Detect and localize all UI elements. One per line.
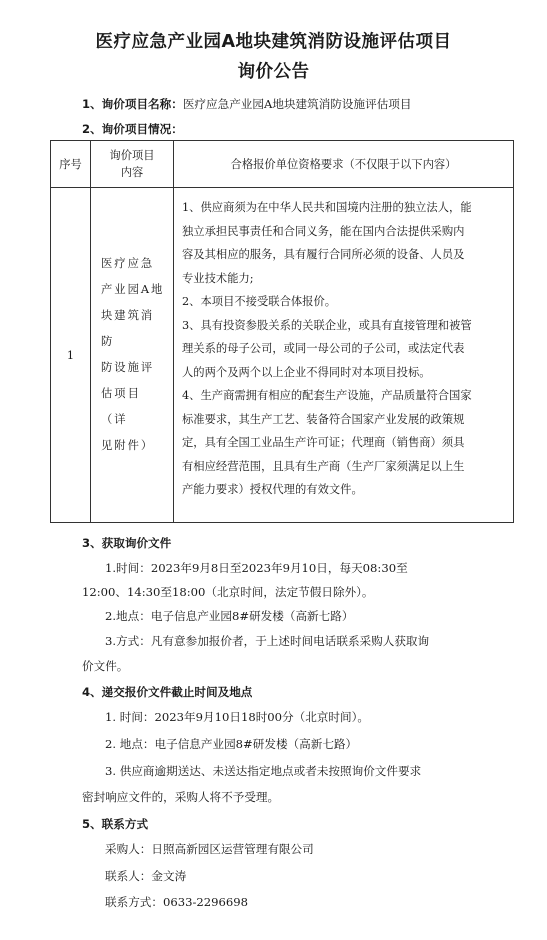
project-name: 医疗应急产业园A地块建筑消防设施评估项目: [182, 97, 412, 111]
req-line: 标准要求，其生产工艺、装备符合国家产业发展的政策规: [182, 412, 465, 426]
document-title: 医疗应急产业园A地块建筑消防设施评估项目: [95, 32, 452, 52]
section-5-label: 5、联系方式: [82, 817, 149, 831]
name-line: 见附件）: [101, 439, 155, 452]
requirements-table: [50, 140, 514, 523]
header-seq: 序号: [51, 141, 91, 188]
req-line: 2、本项目不接受联合体报价。: [182, 295, 337, 308]
header-content-line1: 询价项目: [109, 149, 155, 162]
section-4-label: 4、递交报价文件截止时间及地点: [82, 685, 253, 699]
section-2-label: 2、询价项目情况：: [82, 122, 183, 136]
req-line: 1、供应商须为在中华人民共和国境内注册的独立法人，能: [182, 201, 472, 214]
s3-line: 价文件。: [82, 659, 129, 673]
buyer-line: 采购人：日照高新园区运营管理有限公司: [105, 842, 314, 856]
s3-line: 12:00、14:30至18:00（北京时间，法定节假日除外）。: [82, 585, 374, 599]
header-content: [91, 141, 174, 188]
req-line: 理关系的母子公司，或同一母公司的子公司，或法定代表: [182, 342, 465, 355]
req-line: 容及其相应的服务，具有履行合同所必须的设备、人员及: [182, 248, 465, 261]
name-line: 医疗应急: [101, 257, 155, 270]
s3-line: 1.时间：2023年9月8日至2023年9月10日，每天08:30至: [105, 561, 408, 575]
name-line: 产业园A地: [101, 283, 165, 296]
header-content-line2: 内容: [120, 166, 144, 179]
header-requirements: 合格报价单位资格要求（不仅限于以下内容）: [174, 141, 514, 188]
name-line: 估项目（详: [101, 387, 141, 426]
req-line: 独立承担民事责任和合同义务，能在国内合法提供采购内: [182, 224, 465, 238]
section-1-label: 1、询价项目名称：: [82, 97, 183, 111]
s4-line: 密封响应文件的，采购人将不予受理。: [82, 790, 280, 804]
section-1: [82, 96, 411, 112]
section-3-label: 3、获取询价文件: [82, 536, 172, 550]
req-line: 有相应经营范围，且具有生产商（生产厂家须满足以上生: [182, 459, 465, 473]
s4-line: 1. 时间：2023年9月10日18时00分（北京时间）。: [105, 710, 369, 724]
s3-line: 2.地点：电子信息产业园8#研发楼（高新七路）: [105, 609, 354, 623]
req-line: 产能力要求）授权代理的有效文件。: [182, 483, 363, 496]
table-header-row: [51, 141, 514, 188]
phone-line: 联系方式：0633-2296698: [105, 895, 249, 909]
document-subtitle: 询价公告: [237, 62, 310, 82]
row-requirements: [174, 188, 514, 523]
req-line: 4、生产商需拥有相应的配套生产设施，产品质量符合国家: [182, 389, 472, 402]
row-project-content: [91, 188, 174, 523]
req-line: 人的两个及两个以上企业不得同时对本项目投标。: [182, 365, 431, 379]
name-line: 防设施评: [101, 361, 155, 374]
contact-line: 联系人：金文涛: [105, 869, 187, 883]
req-line: 专业技术能力;: [182, 271, 254, 285]
req-line: 3、具有投资参股关系的关联企业，或具有直接管理和被管: [182, 318, 472, 332]
name-line: 块建筑消防: [101, 309, 155, 348]
row-seq: 1: [51, 188, 91, 523]
s4-line: 3. 供应商逾期送达、未送达指定地点或者未按照询价文件要求: [105, 764, 422, 778]
s4-line: 2. 地点：电子信息产业园8#研发楼（高新七路）: [105, 737, 358, 751]
table-row: [51, 188, 514, 523]
req-line: 定，具有全国工业品生产许可证；代理商（销售商）须具: [182, 436, 465, 449]
s3-line: 3.方式：凡有意参加报价者，于上述时间电话联系采购人获取询: [105, 634, 430, 648]
